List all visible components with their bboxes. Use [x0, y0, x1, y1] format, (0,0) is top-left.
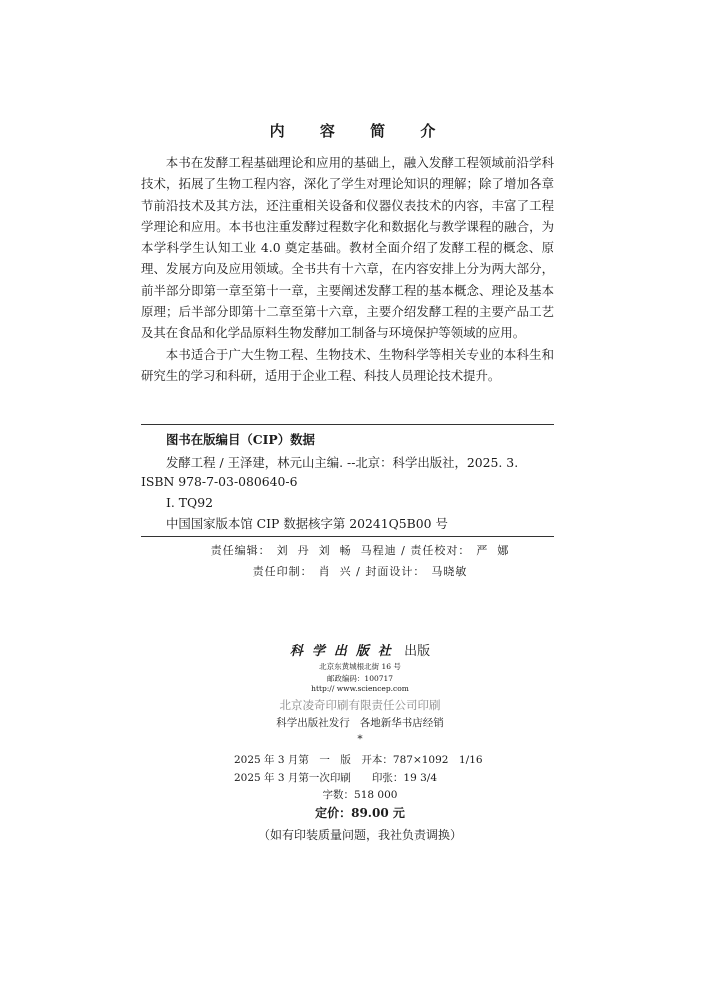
publisher-url: http:// www.sciencep.com	[311, 684, 409, 693]
cip-title: 图书在版编目（CIP）数据	[166, 432, 315, 447]
separator-star: *	[357, 733, 363, 745]
content-summary-heading: 内 容 简 介	[269, 122, 451, 140]
publisher-name: 科学出版社	[289, 644, 400, 659]
cip-book-info: 发酵工程 / 王泽建，林元山主编. --北京：科学出版社，2025. 3.	[166, 455, 519, 470]
printing-name: 肖 兴	[318, 565, 352, 578]
printer-line: 北京凌奇印刷有限责任公司印刷	[279, 698, 441, 712]
quality-notice: （如有印装质量问题，我社负责调换）	[257, 828, 462, 842]
printing-line: 2025 年 3 月第一次印刷 印张：19 3/4	[234, 772, 438, 784]
printing-label: 责任印制：	[252, 565, 313, 578]
word-count: 字数：518 000	[322, 789, 398, 801]
cip-core-number: 中国国家版本馆 CIP 数据核字第 20241Q5B00 号	[166, 516, 448, 531]
publisher-suffix: 出版	[404, 644, 431, 659]
publisher-address: 北京东黄城根北街 16 号	[319, 662, 401, 671]
editor-label: 责任编辑：	[210, 544, 271, 557]
publisher-line	[0, 640, 720, 659]
credits-line-2: 责任印制： 肖 兴 / 封面设计： 马晓敏	[252, 565, 468, 578]
credits-line-1: 责任编辑： 刘 丹 刘 畅 马程迪 / 责任校对： 严 娜	[210, 544, 510, 557]
divider-bottom	[141, 536, 554, 537]
cover-name: 马晓敏	[431, 565, 468, 578]
divider-top	[141, 424, 554, 425]
cip-classification: I. TQ92	[166, 495, 213, 510]
price: 定价：89.00 元	[315, 806, 405, 820]
summary-paragraph: 本书在发酵工程基础理论和应用的基础上，融入发酵工程领域前沿学科技术，拓展了生物工程内容，深化了学生对理论知识的理解；除了增加各章节前沿技术及其方法，还注重相关设备和仪器仪表技术的内容，丰富了工程学理论和应用。本书也注重发酵过程数字化和数据化与教学课程的融合，为本学科学生认知工业 4.0 奠定基础。教材全面介绍了发酵工程的概念、原理、发展方向及应用领域。全书共有十六章，在内容安排上分为两大部分，前半部分即第一章至第十一章，主要阐述发酵工程的基本概念、理论及基本原理；后半部分即第十二章至第十六章，主要介绍发酵工程的主要产品工艺及其在食品和化学品原料生物发酵加工制备与环境保护等领域的应用。	[141, 155, 554, 341]
cover-label: 封面设计：	[365, 565, 426, 578]
publisher-postcode: 邮政编码：100717	[326, 674, 394, 683]
content-summary-body	[141, 152, 554, 386]
distribution-line: 科学出版社发行 各地新华书店经销	[276, 717, 444, 729]
summary-paragraph: 本书适合于广大生物工程、生物技术、生物科学等相关专业的本科生和研究生的学习和科研，适用于企业工程、科技人员理论技术提升。	[141, 346, 554, 383]
proofreader-name: 严 娜	[476, 544, 510, 557]
edition-line: 2025 年 3 月第 一 版 开本：787×1092 1/16	[234, 754, 483, 766]
cip-isbn: ISBN 978-7-03-080640-6	[141, 474, 298, 489]
proofreader-label: 责任校对：	[410, 544, 471, 557]
editor-names: 刘 丹 刘 畅 马程迪	[276, 544, 397, 557]
